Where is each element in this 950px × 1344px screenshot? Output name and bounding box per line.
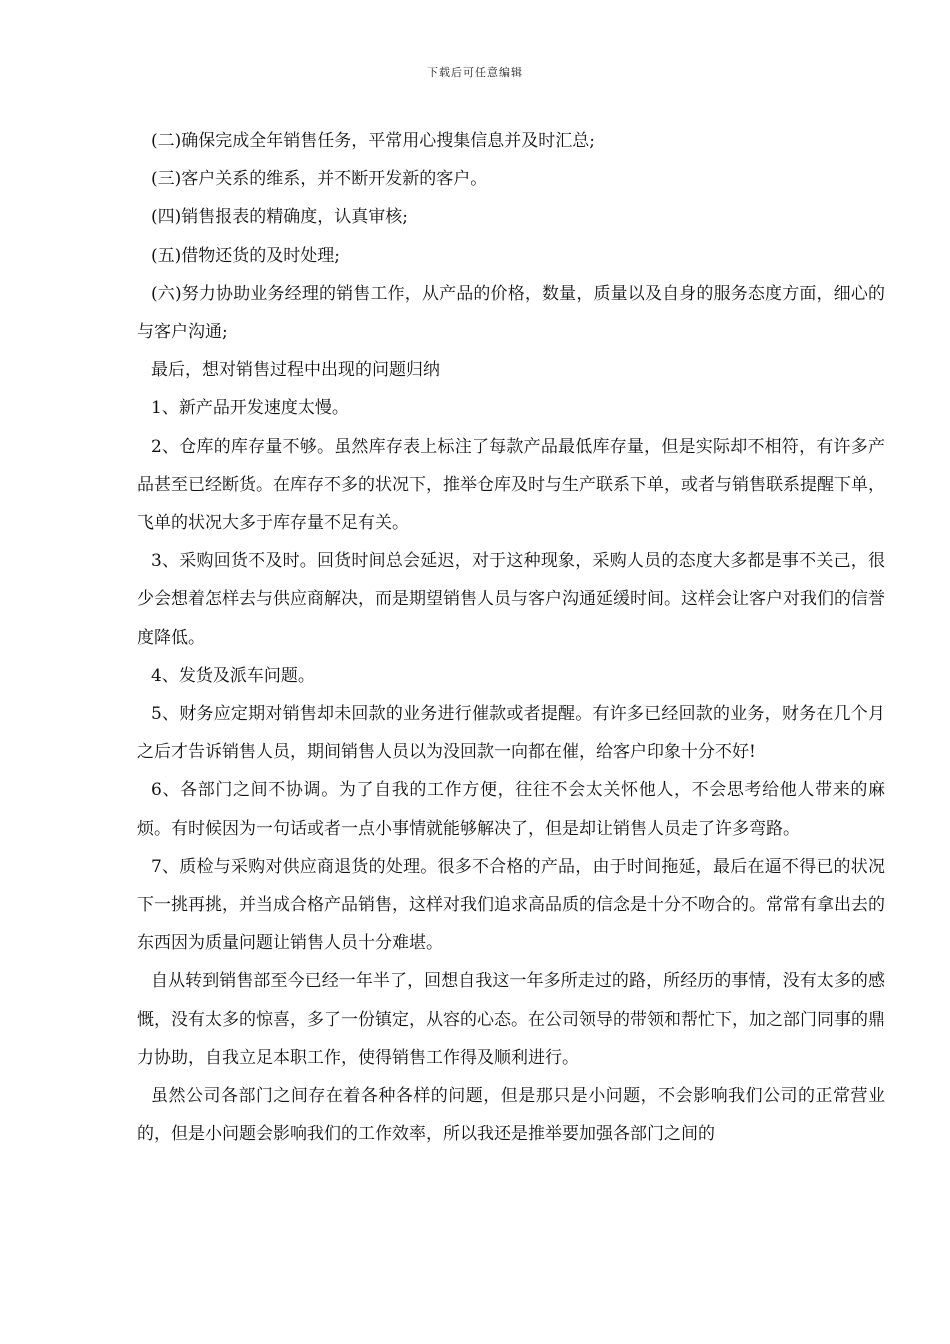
problem-7: 7、质检与采购对供应商退货的处理。很多不合格的产品，由于时间拖延，最后在逼不得已的状况下一挑再挑，并当成合格产品销售，这样对我们追求高品质的信念是十分不吻合的。常常有拿出去的东西因为质量问题让销售人员十分难堪。: [137, 856, 885, 954]
document-body: [137, 122, 885, 1153]
closing-paragraph: 虽然公司各部门之间存在着各种各样的问题，但是那只是小问题，不会影响我们公司的正常营业的，但是小问题会影响我们的工作效率，所以我还是推举要加强各部门之间的: [137, 1086, 885, 1145]
paragraph-item-6: (六)努力协助业务经理的销售工作，从产品的价格，数量，质量以及自身的服务态度方面，细心的与客户沟通;: [137, 283, 885, 343]
problem-6: 6、各部门之间不协调。为了自我的工作方便，往往不会太关怀他人，不会思考给他人带来的麻烦。有时候因为一句话或者一点小事情就能够解决了，但是却让销售人员走了许多弯路。: [137, 780, 885, 839]
problem-2: 2、仓库的库存量不够。虽然库存表上标注了每款产品最低库存量，但是实际却不相符，有许多产品甚至已经断货。在库存不多的状况下，推举仓库及时与生产联系下单，或者与销售联系提醒下单，飞单的状况大多于库存量不足有关。: [137, 436, 885, 534]
problem-4: 4、发货及派车问题。: [151, 665, 315, 686]
summary-intro: 最后，想对销售过程中出现的问题归纳: [151, 360, 440, 381]
problem-1: 1、新产品开发速度太慢。: [151, 398, 349, 419]
reflection-paragraph: 自从转到销售部至今已经一年半了，回想自我这一年多所走过的路，所经历的事情，没有太多的感慨，没有太多的惊喜，多了一份镇定，从容的心态。在公司领导的带领和帮忙下，加之部门同事的鼎力协助，自我立足本职工作，使得销售工作得及顺利进行。: [137, 971, 885, 1068]
paragraph-item-2: (二)确保完成全年销售任务，平常用心搜集信息并及时汇总;: [151, 131, 595, 151]
page-header: 下载后可任意编辑: [427, 66, 523, 79]
problem-5: 5、财务应定期对销售却未回款的业务进行催款或者提醒。有许多已经回款的业务，财务在几个月之后才告诉销售人员，期间销售人员以为没回款一向都在催，给客户印象十分不好!: [137, 704, 885, 763]
paragraph-item-3: (三)客户关系的维系，并不断开发新的客户。: [151, 169, 488, 190]
problem-3: 3、采购回货不及时。回货时间总会延迟，对于这种现象，采购人员的态度大多都是事不关己，很少会想着怎样去与供应商解决，而是期望销售人员与客户沟通延缓时间。这样会让客户对我们的信誉度降低。: [137, 551, 885, 648]
paragraph-item-4: (四)销售报表的精确度，认真审核;: [151, 207, 408, 228]
paragraph-item-5: (五)借物还货的及时处理;: [151, 245, 340, 266]
